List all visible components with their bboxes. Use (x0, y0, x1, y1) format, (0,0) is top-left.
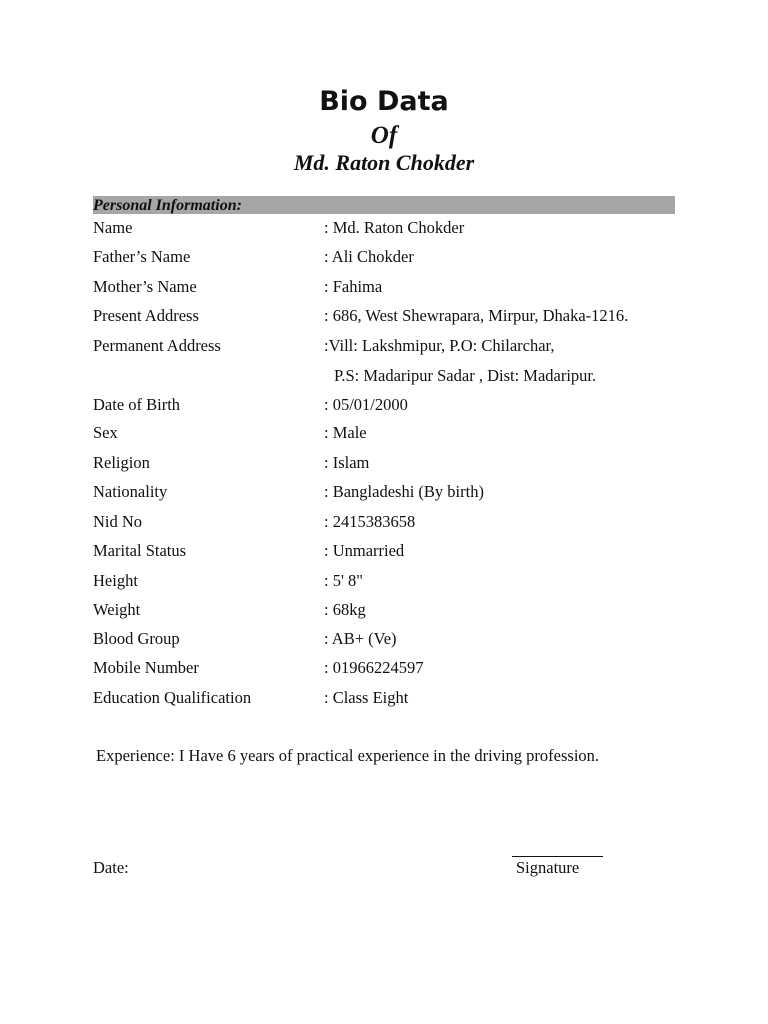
info-value: : 01966224597 (324, 658, 424, 677)
info-value: : Md. Raton Chokder (324, 218, 465, 237)
info-label: Date of Birth (93, 395, 181, 414)
info-label: Name (93, 218, 133, 237)
document-subtitle: Of (370, 122, 398, 149)
info-row-weight (0, 600, 768, 626)
info-value: : 68kg (324, 600, 366, 619)
info-row-blood-group (0, 629, 768, 655)
info-row-name (0, 218, 768, 244)
info-row-permanent-address (0, 336, 768, 362)
date-label: Date: (93, 858, 129, 877)
info-value: : 05/01/2000 (324, 395, 408, 414)
info-value: : Unmarried (324, 541, 405, 560)
info-label: Height (93, 571, 138, 590)
info-value: : Male (324, 423, 367, 442)
info-label: Mobile Number (93, 658, 199, 677)
info-row-marital-status (0, 541, 768, 567)
info-value: : AB+ (Ve) (324, 629, 397, 648)
personal-info-section-bar (93, 196, 675, 214)
info-row-permanent-address-continued (0, 366, 768, 392)
info-value: P.S: Madaripur Sadar , Dist: Madaripur. (334, 366, 597, 385)
info-row-mother-name (0, 277, 768, 303)
info-label: Permanent Address (93, 336, 221, 355)
info-label: Father’s Name (93, 247, 191, 266)
info-row-education (0, 688, 768, 714)
person-name-heading: Md. Raton Chokder (293, 150, 475, 175)
info-row-present-address (0, 306, 768, 332)
info-label: Weight (93, 600, 141, 619)
info-label: Nationality (93, 482, 168, 501)
personal-info-section-label: Personal Information: (93, 197, 242, 214)
info-value: : 5' 8" (324, 571, 364, 590)
info-value: : Islam (324, 453, 370, 472)
experience-paragraph: Experience: I Have 6 years of practical experience in the driving profession. (96, 746, 600, 765)
info-label: Religion (93, 453, 150, 472)
info-row-nid-no (0, 512, 768, 538)
info-value: : Class Eight (324, 688, 409, 707)
info-value: : Fahima (324, 277, 383, 296)
info-row-father-name (0, 247, 768, 273)
signature-label: Signature (516, 858, 580, 877)
info-row-height (0, 571, 768, 597)
info-label: Marital Status (93, 541, 187, 560)
info-row-nationality (0, 482, 768, 508)
info-value: : 2415383658 (324, 512, 416, 531)
signature-line (512, 856, 603, 857)
info-row-religion (0, 453, 768, 479)
info-value: : 686, West Shewrapara, Mirpur, Dhaka-1216. (324, 306, 629, 325)
info-label: Sex (93, 423, 118, 442)
info-label: Education Qualification (93, 688, 252, 707)
info-value: : Ali Chokder (324, 247, 414, 266)
info-label: Present Address (93, 306, 199, 325)
info-label: Mother’s Name (93, 277, 197, 296)
info-row-date-of-birth (0, 395, 768, 421)
info-value: : Bangladeshi (By birth) (324, 482, 484, 501)
info-label: Nid No (93, 512, 143, 531)
info-label: Blood Group (93, 629, 180, 648)
info-value: :Vill: Lakshmipur, P.O: Chilarchar, (324, 336, 555, 355)
info-row-sex (0, 423, 768, 449)
document-title: Bio Data (319, 86, 449, 117)
info-row-mobile-number (0, 658, 768, 684)
